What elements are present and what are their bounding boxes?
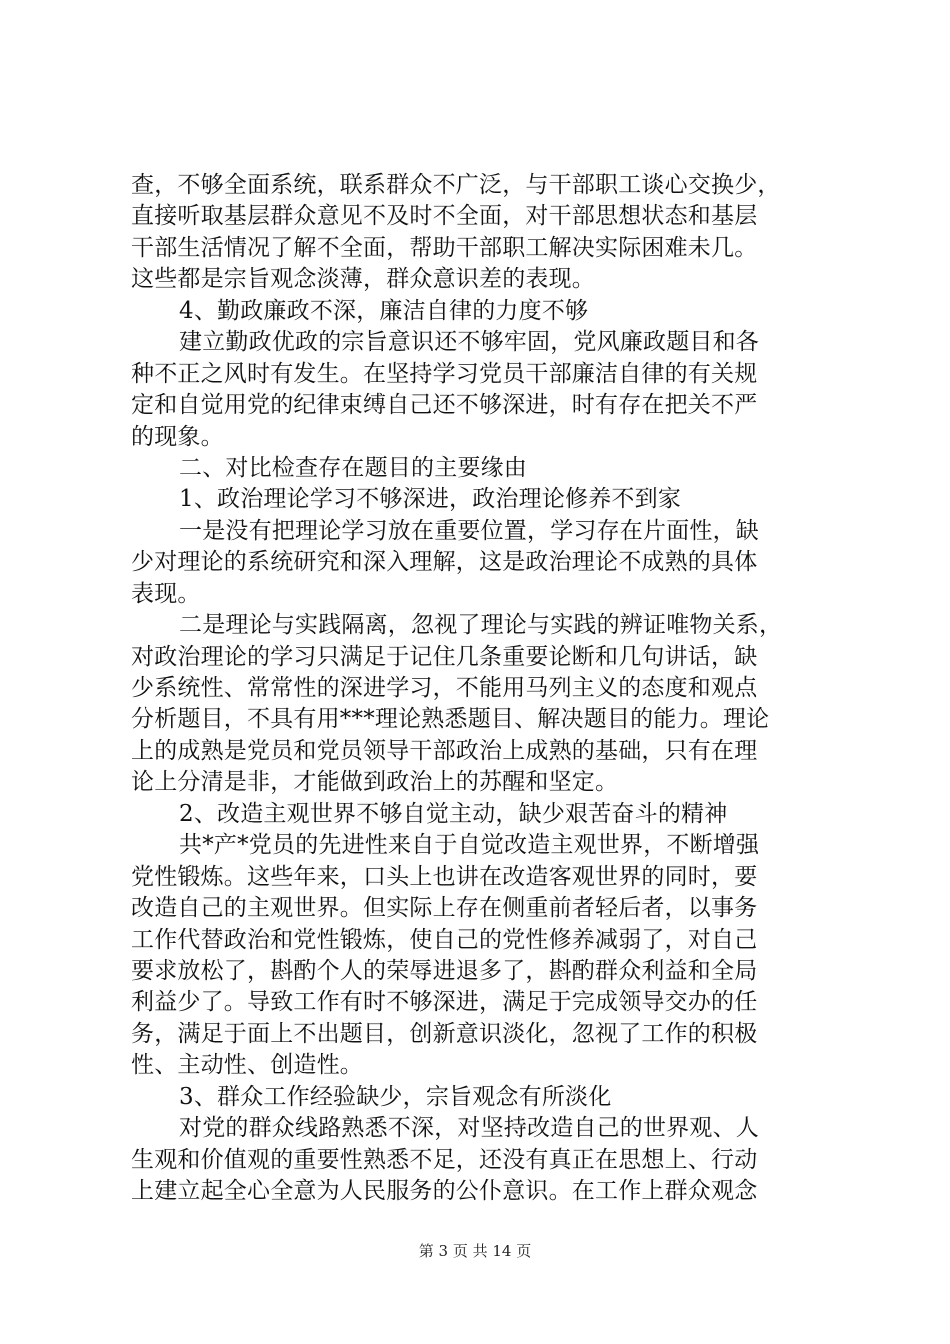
text-line: 直接听取基层群众意见不及时不全面，对干部思想状态和基层 [131, 203, 758, 230]
text-line: 少对理论的系统研究和深入理解，这是政治理论不成熟的具体 [131, 549, 758, 576]
text-line: 3、群众工作经验缺少，宗旨观念有所淡化 [179, 1083, 612, 1110]
text-line: 论上分清是非，才能做到政治上的苏醒和坚定。 [131, 769, 619, 796]
text-line: 建立勤政优政的宗旨意识还不够牢固，党风廉政题目和各 [179, 329, 759, 356]
text-line: 查，不够全面系统，联系群众不广泛，与干部职工谈心交换少， [131, 172, 781, 198]
text-line: 的现象。 [131, 423, 224, 450]
text-line: 定和自觉用党的纪律束缚自己还不够深进，时有存在把关不严 [131, 392, 758, 419]
text-line: 二是理论与实践隔离，忽视了理论与实践的辨证唯物关系， [179, 612, 783, 639]
text-line: 少系统性、常常性的深进学习，不能用马列主义的态度和观点 [131, 675, 758, 701]
text-line: 要求放松了，斟酌个人的荣辱进退多了，斟酌群众利益和全局 [131, 957, 758, 984]
text-line: 对党的群众线路熟悉不深，对坚持改造自己的世界观、人 [179, 1115, 759, 1142]
text-line: 一是没有把理论学习放在重要位置，学习存在片面性，缺 [179, 517, 759, 544]
text-line: 上的成熟是党员和党员领导干部政治上成熟的基础，只有在理 [131, 737, 758, 764]
text-line: 分析题目，不具有用***理论熟悉题目、解决题目的能力。理论 [131, 706, 770, 733]
text-line: 干部生活情况了解不全面，帮助干部职工解决实际困难未几。 [131, 234, 758, 261]
text-line: 性、主动性、创造性。 [131, 1052, 363, 1079]
text-line: 党性锻炼。这些年来，口头上也讲在改造客观世界的同时，要 [131, 863, 758, 890]
text-line: 这些都是宗旨观念淡薄，群众意识差的表现。 [131, 266, 595, 293]
text-line: 生观和价值观的重要性熟悉不足，还没有真正在思想上、行动 [131, 1146, 758, 1173]
text-line: 务，满足于面上不出题目，创新意识淡化，忽视了工作的积极 [131, 1020, 758, 1047]
text-line: 种不正之风时有发生。在坚持学习党员干部廉洁自律的有关规 [131, 360, 758, 387]
text-line: 4、勤政廉政不深，廉洁自律的力度不够 [179, 297, 589, 324]
text-line: 改造自己的主观世界。但实际上存在侧重前者轻后者，以事务 [131, 895, 758, 922]
text-line: 2、改造主观世界不够自觉主动，缺少艰苦奋斗的精神 [179, 800, 728, 827]
document-body [131, 170, 831, 1207]
text-line: 共*产*党员的先进性来自于自觉改造主观世界，不断增强 [179, 832, 760, 859]
text-line: 工作代替政治和党性锻炼，使自己的党性修养减弱了，对自己 [131, 926, 758, 953]
text-line: 1、政治理论学习不够深进，政治理论修养不到家 [179, 486, 682, 513]
text-line: 表现。 [131, 580, 201, 607]
text-line: 二、对比检查存在题目的主要缘由 [179, 454, 527, 481]
text-line: 对政治理论的学习只满足于记住几条重要论断和几句讲话，缺 [131, 643, 758, 670]
text-line: 上建立起全心全意为人民服务的公仆意识。在工作上群众观念 [131, 1178, 758, 1204]
text-line: 利益少了。导致工作有时不够深进，满足于完成领导交办的任 [131, 989, 758, 1016]
page-footer: 第 3 页 共 14 页 [418, 1242, 532, 1260]
